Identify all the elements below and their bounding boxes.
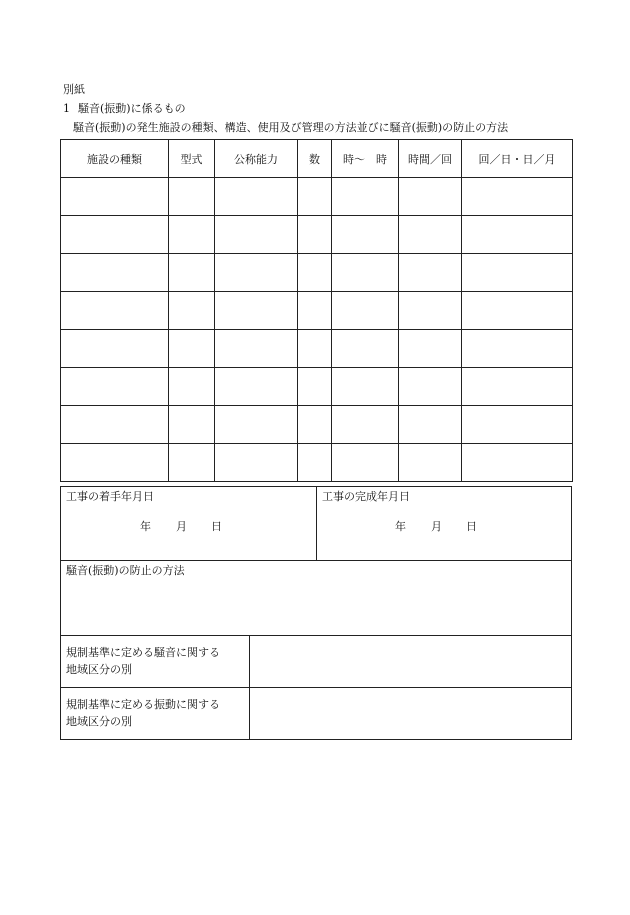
column-header: 数: [298, 140, 332, 178]
prevention-method-label: 騒音(振動)の防止の方法: [66, 564, 185, 577]
year-unit: 年: [395, 520, 406, 533]
table-cell: [462, 254, 573, 292]
column-header: 施設の種類: [61, 140, 169, 178]
table-cell: [399, 444, 462, 482]
table-cell: [61, 444, 169, 482]
table-cell: [61, 216, 169, 254]
table-cell: [61, 178, 169, 216]
table-cell: [399, 216, 462, 254]
table-cell: [61, 368, 169, 406]
table-cell: [61, 254, 169, 292]
construction-completion-box: [316, 486, 572, 561]
table-cell: [332, 254, 399, 292]
table-cell: [399, 254, 462, 292]
table-cell: [169, 368, 215, 406]
row-divider: [249, 688, 250, 739]
table-cell: [169, 292, 215, 330]
table-cell: [215, 406, 298, 444]
day-unit: 日: [211, 520, 222, 533]
column-header: 回／日・日／月: [462, 140, 573, 178]
column-header: 時間／回: [399, 140, 462, 178]
table-cell: [332, 368, 399, 406]
table-cell: [169, 178, 215, 216]
table-cell: [215, 216, 298, 254]
column-header: 公称能力: [215, 140, 298, 178]
table-cell: [332, 216, 399, 254]
year-unit: 年: [140, 520, 151, 533]
table-cell: [169, 444, 215, 482]
table-cell: [215, 254, 298, 292]
section-number: 1: [63, 102, 70, 115]
table-cell: [169, 254, 215, 292]
table-header-row: [61, 140, 573, 178]
table-cell: [61, 406, 169, 444]
noise-regulation-label-line1: 規制基準に定める騒音に関する: [66, 646, 220, 659]
table-cell: [298, 254, 332, 292]
table-row: [61, 444, 573, 482]
table-cell: [169, 330, 215, 368]
table-cell: [298, 330, 332, 368]
table-cell: [298, 368, 332, 406]
table-cell: [462, 368, 573, 406]
table-cell: [399, 178, 462, 216]
column-header: 型式: [169, 140, 215, 178]
table-cell: [399, 330, 462, 368]
table-row: [61, 406, 573, 444]
table-cell: [332, 444, 399, 482]
table-cell: [399, 292, 462, 330]
table-cell: [298, 178, 332, 216]
table-cell: [462, 406, 573, 444]
table-cell: [215, 330, 298, 368]
table-cell: [462, 444, 573, 482]
vibration-regulation-label-line1: 規制基準に定める振動に関する: [66, 698, 220, 711]
construction-completion-label: 工事の完成年月日: [322, 490, 410, 503]
construction-start-box: [60, 486, 317, 561]
section-subtitle: 騒音(振動)の発生施設の種類、構造、使用及び管理の方法並びに騒音(振動)の防止の方法: [73, 121, 509, 134]
table-cell: [298, 216, 332, 254]
table-row: [61, 292, 573, 330]
facility-table: [60, 139, 573, 482]
table-cell: [298, 292, 332, 330]
prevention-method-box: [60, 560, 572, 636]
table-cell: [462, 178, 573, 216]
table-cell: [61, 330, 169, 368]
noise-regulation-row: [60, 635, 572, 688]
table-cell: [215, 178, 298, 216]
table-row: [61, 254, 573, 292]
table-row: [61, 178, 573, 216]
table-cell: [332, 292, 399, 330]
month-unit: 月: [176, 520, 187, 533]
table-row: [61, 330, 573, 368]
table-cell: [462, 216, 573, 254]
attachment-label: 別紙: [63, 83, 85, 96]
table-cell: [169, 216, 215, 254]
table-cell: [215, 368, 298, 406]
table-row: [61, 216, 573, 254]
table-cell: [462, 292, 573, 330]
section-title: 騒音(振動)に係るもの: [78, 102, 186, 115]
table-cell: [399, 406, 462, 444]
table-cell: [332, 178, 399, 216]
table-cell: [332, 330, 399, 368]
table-body: [61, 178, 573, 482]
day-unit: 日: [466, 520, 477, 533]
month-unit: 月: [431, 520, 442, 533]
table-cell: [169, 406, 215, 444]
table-row: [61, 368, 573, 406]
table-cell: [298, 444, 332, 482]
vibration-regulation-label-line2: 地域区分の別: [66, 715, 132, 728]
column-header: 時～ 時: [332, 140, 399, 178]
table-cell: [215, 444, 298, 482]
table-cell: [61, 292, 169, 330]
vibration-regulation-row: [60, 687, 572, 740]
table-cell: [462, 330, 573, 368]
construction-start-label: 工事の着手年月日: [66, 490, 154, 503]
table-cell: [399, 368, 462, 406]
noise-regulation-label-line2: 地域区分の別: [66, 663, 132, 676]
row-divider: [249, 636, 250, 687]
table-cell: [332, 406, 399, 444]
table-cell: [298, 406, 332, 444]
table-cell: [215, 292, 298, 330]
